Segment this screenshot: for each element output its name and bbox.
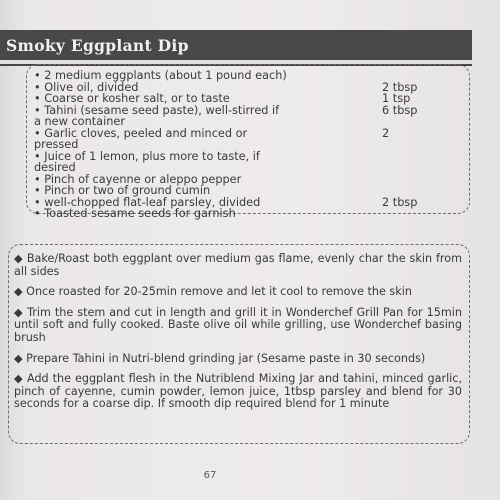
ingredient-text: • Toasted sesame seeds for garnish <box>34 207 236 220</box>
ingredient-item <box>34 128 462 151</box>
ingredient-text: • Pinch of cayenne or aleppo pepper <box>34 172 242 186</box>
ingredient-qty: 2 tbsp <box>382 195 418 209</box>
method-step: ◆ Trim the stem and cut in length and grill it in Wonderchef Grill Pan for 15min until soft and fully cooked. Baste olive oil while grilling, use Wonderchef basing brush <box>14 305 462 344</box>
ingredient-qty <box>378 185 462 197</box>
method-step: ◆ Add the eggplant flesh in the Nutriblend Mixing Jar and tahini, minced garlic, pinch of cayenne, cumin powder, lemon juice, 1tbsp parsley and blend for 30 seconds for a coarse dip. If smooth dip required blend for 1 minute <box>14 372 462 411</box>
ingredient-text: • Garlic cloves, peeled and minced or pressed <box>34 126 248 151</box>
ingredient-item <box>34 151 462 174</box>
ingredient-text: • Tahini (sesame seed paste), well-stirred if a new container <box>34 103 280 128</box>
ingredient-qty <box>378 208 462 220</box>
method-step: ◆ Bake/Roast both eggplant over medium gas flame, evenly char the skin from all sides <box>14 252 462 278</box>
ingredients-list <box>34 70 462 220</box>
method-step: ◆ Prepare Tahini in Nutri-blend grinding jar (Sesame paste in 30 seconds) <box>14 351 426 365</box>
ingredient-qty: 1 tsp <box>382 92 411 105</box>
ingredient-text: • Olive oil, divided <box>34 80 139 94</box>
ingredient-qty: 2 tbsp <box>382 80 418 94</box>
ingredient-text: • Coarse or kosher salt, or to taste <box>34 92 230 105</box>
ingredient-qty <box>378 174 462 186</box>
ingredient-item <box>34 93 462 105</box>
ingredient-text: • Pinch or two of ground cumin <box>34 184 211 197</box>
method-steps <box>14 253 462 419</box>
title-bar <box>0 30 472 60</box>
ingredient-item <box>34 185 462 197</box>
ingredient-text: • well-chopped flat-leaf parsley, divided <box>34 195 261 209</box>
ingredient-qty: 6 tbsp <box>382 103 418 117</box>
method-step: ◆ Once roasted for 20-25min remove and let it cool to remove the skin <box>14 285 412 299</box>
ingredient-qty <box>378 151 462 174</box>
ingredient-qty <box>378 70 462 82</box>
ingredient-item <box>34 105 462 128</box>
ingredient-text: • 2 medium eggplants (about 1 pound each) <box>34 69 287 82</box>
page-title: Smoky Eggplant Dip <box>6 35 189 55</box>
page-number: 67 <box>203 470 217 481</box>
ingredient-text: • Juice of 1 lemon, plus more to taste, if desired <box>34 149 260 174</box>
ingredient-item <box>34 208 462 220</box>
ingredient-item <box>34 70 462 82</box>
ingredient-qty: 2 <box>382 126 390 140</box>
